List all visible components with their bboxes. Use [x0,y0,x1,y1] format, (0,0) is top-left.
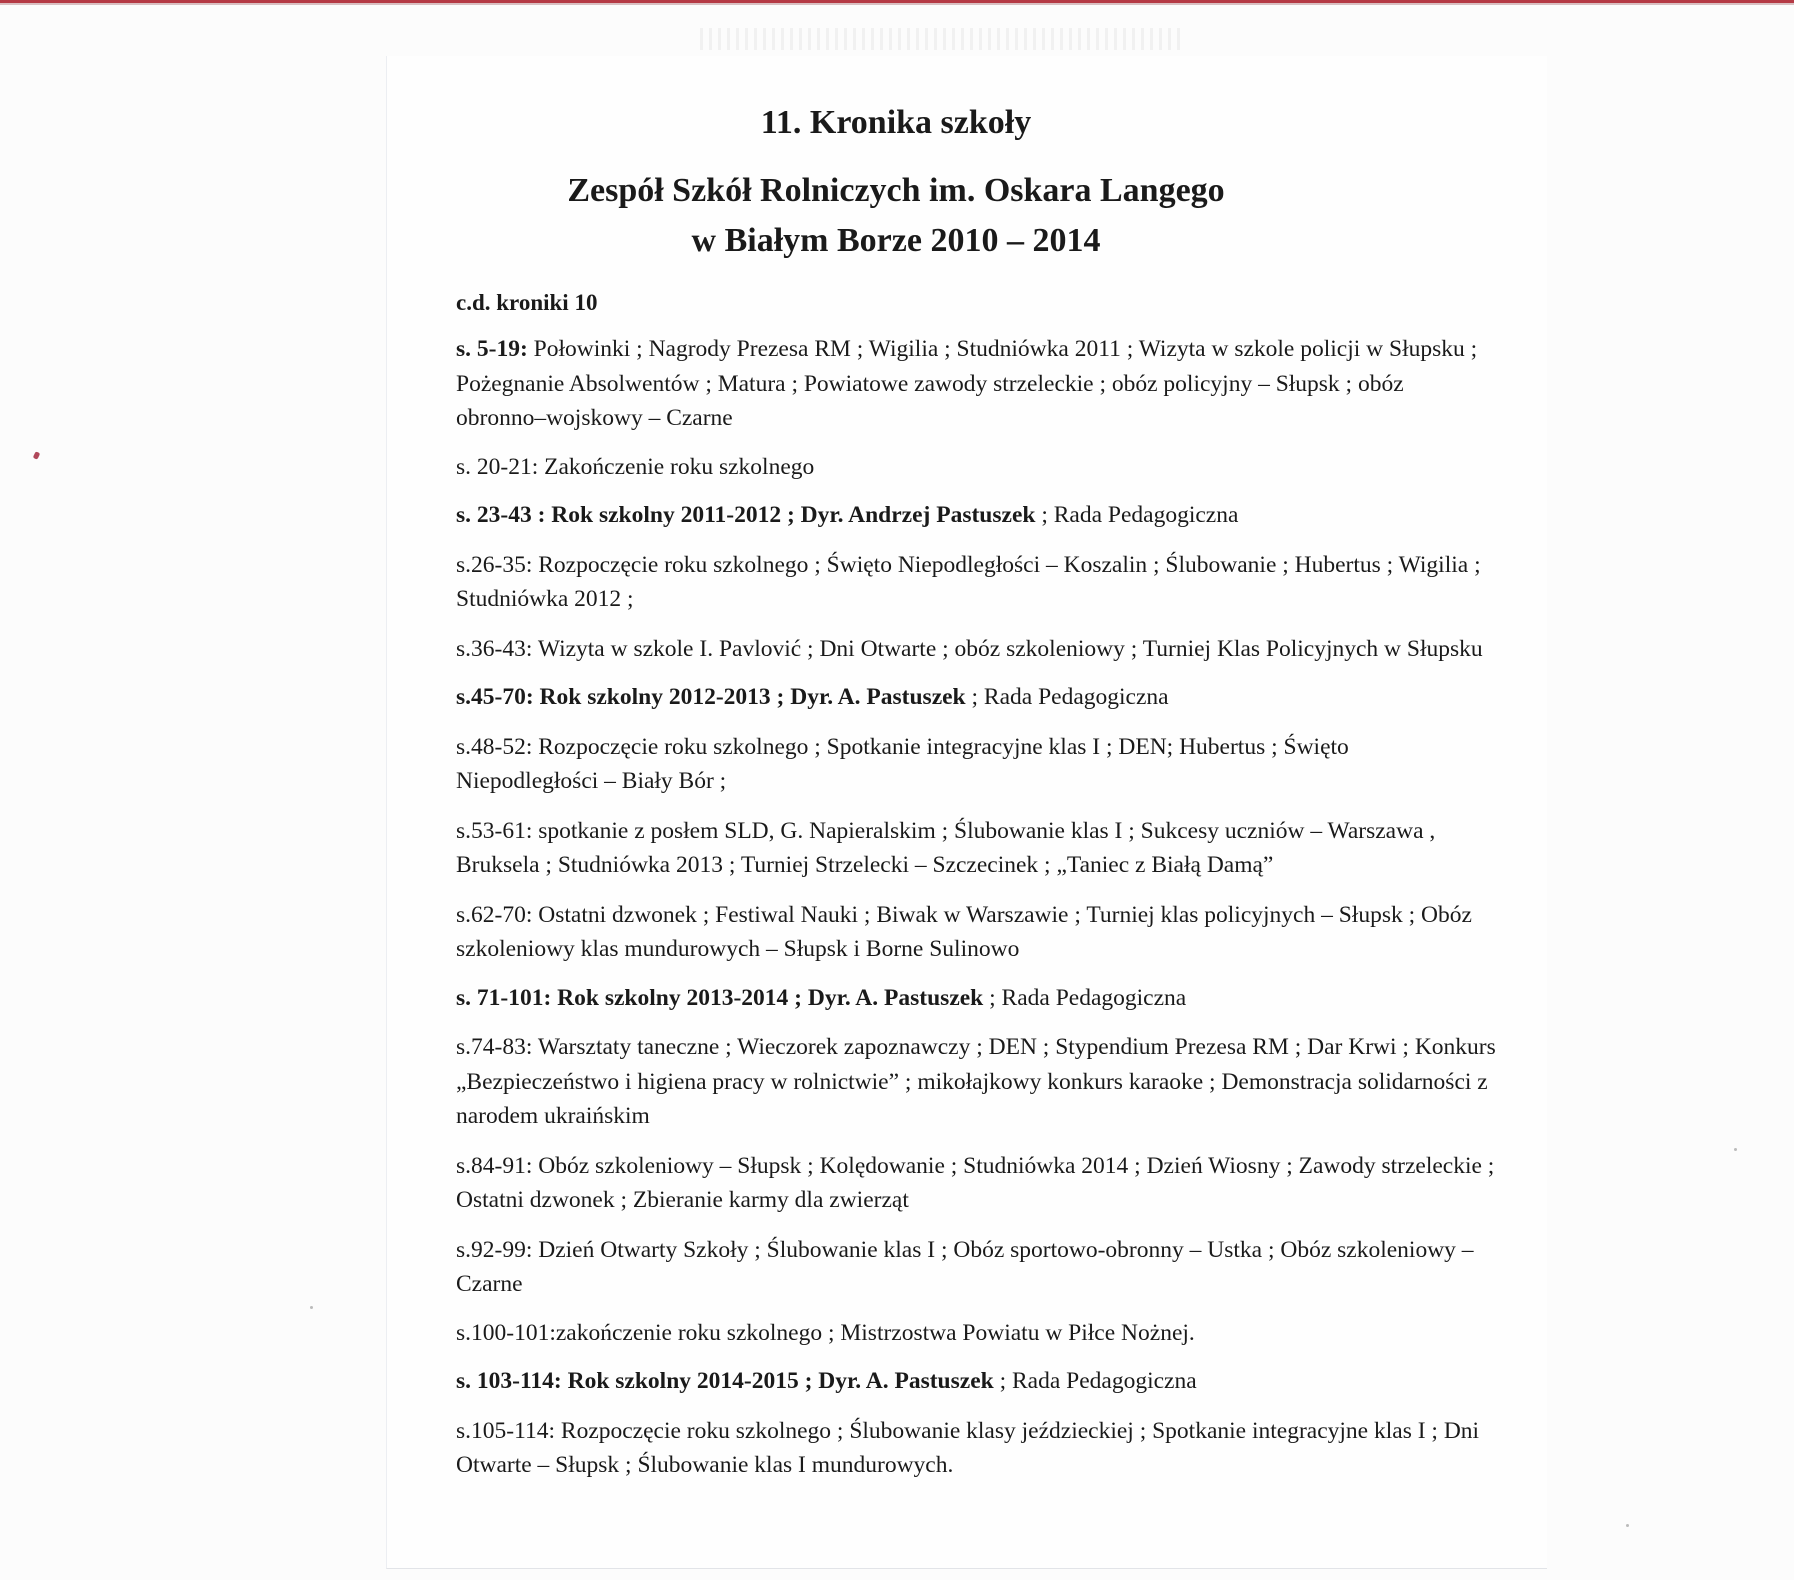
school-name-line-2: w Białym Borze 2010 – 2014 [691,222,1101,259]
entry-text: Rozpoczęcie roku szkolnego ; Ślubowanie klasy jeździeckiej ; Spotkanie integracyjne klas I ; Dni Otwarte – Słupsk ; Ślubowanie klas I mundurowych. [456,1417,1480,1478]
entry-s48-52 [456,730,1496,799]
entry-ref: s. 5-19: [456,336,528,362]
entry-s62-70 [456,898,1496,967]
entry-text: Wizyta w szkole I. Pavlović ; Dni Otwarte ; obóz szkoleniowy ; Turniej Klas Policyjnych w Słupsku [532,635,1483,662]
entry-text: zakończenie roku szkolnego ; Mistrzostwa Powiatu w Piłce Nożnej. [555,1319,1195,1346]
entry-ref: s. 23-43 : [456,502,546,528]
entry-ref: s.36-43: [456,635,533,662]
entry-s74-83 [456,1030,1496,1134]
entry-s92-99 [456,1233,1496,1302]
entry-text: spotkanie z posłem SLD, G. Napieralskim ; Ślubowanie klas I ; Sukcesy uczniów – Warszawa , Bruksela ; Studniówka 2013 ; Turniej Strzelecki – Szczecinek ; „Taniec z Białą Damą” [456,817,1436,878]
entry-heading: Rok szkolny 2012-2013 ; Dyr. A. Pastuszek [533,684,966,710]
entry-s105-114 [456,1414,1496,1483]
entry-ref: s.62-70: [456,901,533,928]
entry-text: Rozpoczęcie roku szkolnego ; Spotkanie integracyjne klas I ; DEN; Hubertus ; Święto Niepodległości – Biały Bór ; [456,733,1349,794]
entry-text: Dzień Otwarty Szkoły ; Ślubowanie klas I ; Obóz sportowo-obronny – Ustka ; Obóz szkoleniowy – Czarne [456,1236,1474,1297]
top-rule-shadow [0,3,1794,5]
entry-text: Ostatni dzwonek ; Festiwal Nauki ; Biwak w Warszawie ; Turniej klas policyjnych – Słupsk ; Obóz szkoleniowy klas mundurowych – Słupsk i Borne Sulinowo [456,901,1472,962]
scan-speck [1734,1148,1737,1151]
entry-ref: s.48-52: [456,733,533,760]
school-name-line-1: Zespół Szkół Rolniczych im. Oskara Langego [567,172,1225,209]
entry-text: ; Rada Pedagogiczna [993,1368,1197,1394]
entry-text: ; Rada Pedagogiczna [1035,502,1239,528]
entry-ref: s. 20-21: [456,453,539,480]
entry-s100-101 [456,1316,1496,1351]
chapter-title: 11. Kronika szkoły [760,104,1032,141]
entry-ref: s.84-91: [456,1152,533,1179]
entry-s20-21 [456,450,1496,485]
continued-label: c.d. kroniki 10 [456,290,598,315]
entry-ref: s. 71-101: [456,984,552,1011]
entry-ref: s.45-70: [456,684,534,710]
entry-school-year-2014-2015 [456,1364,1496,1399]
scan-artifact [700,28,1180,50]
entry-school-year-2011-2012 [456,498,1496,533]
entry-s26-35 [456,548,1496,617]
entry-text: Rozpoczęcie roku szkolnego ; Święto Niepodległości – Koszalin ; Ślubowanie ; Hubertus ; Wigilia ; Studniówka 2012 ; [456,551,1481,612]
entry-heading: Rok szkolny 2011-2012 ; Dyr. Andrzej Pastuszek [545,502,1036,528]
entry-ref: s.105-114: [456,1417,556,1444]
entry-ref: s.26-35: [456,551,533,578]
entry-ref: s.74-83: [456,1034,533,1060]
entry-ref: s.100-101: [456,1319,556,1346]
entry-heading: Rok szkolny 2014-2015 ; Dyr. A. Pastuszek [561,1368,994,1394]
entry-ref: s.53-61: [456,817,533,844]
entry-ref: s.92-99: [456,1236,533,1263]
entry-text: Zakończenie roku szkolnego [538,453,815,480]
entry-s84-91 [456,1149,1496,1218]
entry-heading: Rok szkolny 2013-2014 ; Dyr. A. Pastuszek [551,984,984,1011]
margin-mark [33,451,40,459]
scan-speck [310,1306,313,1309]
entry-ref: s. 103-114: [456,1368,562,1394]
entry-school-year-2012-2013 [456,680,1496,715]
entry-text: Połowinki ; Nagrody Prezesa RM ; Wigilia ; Studniówka 2011 ; Wizyta w szkole policji w Słupsku ; Pożegnanie Absolwentów ; Matura ; Powiatowe zawody strzeleckie ; obóz policyjny – Słupsk ; obóz obronno–wojskowy – Czarne [456,336,1478,431]
entry-s53-61 [456,814,1496,883]
entry-s36-43 [456,632,1496,667]
entry-text: Obóz szkoleniowy – Słupsk ; Kolędowanie ; Studniówka 2014 ; Dzień Wiosny ; Zawody strzeleckie ; Ostatni dzwonek ; Zbieranie karmy dla zwierząt [456,1152,1495,1213]
scan-speck [1626,1524,1629,1527]
entry-text: Warsztaty taneczne ; Wieczorek zapoznawczy ; DEN ; Stypendium Prezesa RM ; Dar Krwi ; Konkurs „Bezpieczeństwo i higiena pracy w rolnictwie” ; mikołajkowy konkurs karaoke ; Demonstracja solidarności z narodem ukraińskim [456,1034,1496,1129]
entry-school-year-2013-2014 [456,981,1496,1016]
entry-text: ; Rada Pedagogiczna [983,984,1187,1011]
entry-text: ; Rada Pedagogiczna [965,684,1169,710]
chronicle-content [456,98,1496,1483]
entry-s5-19 [456,332,1496,436]
